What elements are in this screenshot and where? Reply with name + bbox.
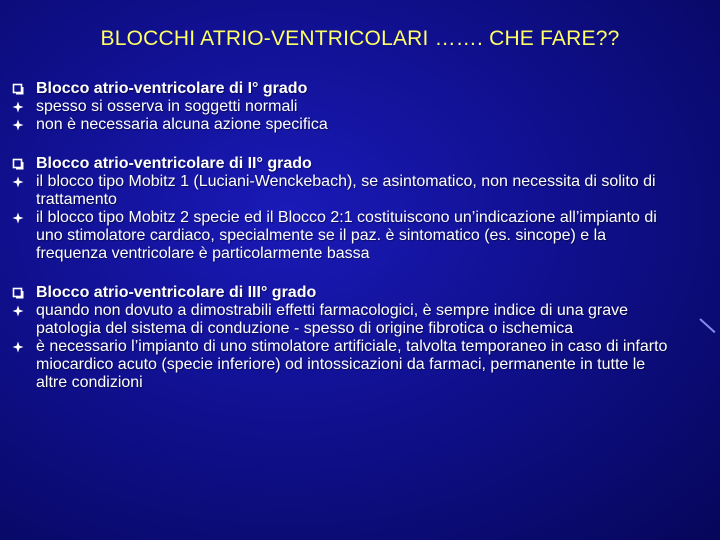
hollow-square-icon	[12, 155, 36, 170]
section-heading: Blocco atrio-ventricolare di III° grado	[36, 284, 317, 301]
list-item	[12, 209, 672, 263]
list-item	[12, 173, 672, 209]
list-item-text: non è necessaria alcuna azione specifica	[36, 116, 328, 133]
section-grade-3	[12, 284, 672, 392]
section-heading: Blocco atrio-ventricolare di II° grado	[36, 155, 312, 172]
section-heading-row	[12, 80, 672, 98]
list-item-text: quando non dovuto a dimostrabili effetti farmacologici, è sempre indice di una grave patologia del sistema di conduzione - spesso di origine fibrotica o ischemica	[36, 302, 629, 337]
diamond-star-icon	[12, 338, 36, 353]
list-item-text: è necessario l’impianto di uno stimolatore artificiale, talvolta temporaneo in caso di infarto miocardico acuto (specie inferiore) od intossicazioni da farmaci, permanente in tutte le altre condizioni	[36, 338, 668, 391]
hollow-square-icon	[12, 284, 36, 299]
list-item-text: il blocco tipo Mobitz 1 (Luciani-Wenckebach), se asintomatico, non necessita di solito di trattamento	[36, 173, 656, 208]
slide-content	[12, 80, 672, 413]
decorative-line	[699, 318, 715, 333]
list-item	[12, 338, 672, 392]
list-item-text: il blocco tipo Mobitz 2 specie ed il Blocco 2:1 costituiscono un’indicazione all’impianto di uno stimolatore cardiaco, specialmente se il paz. è sintomatico (es. sincope) e la frequenza ventricolare è particolarmente bassa	[36, 209, 657, 262]
section-heading: Blocco atrio-ventricolare di I° grado	[36, 80, 308, 97]
list-item	[12, 302, 672, 338]
section-heading-row	[12, 284, 672, 302]
diamond-star-icon	[12, 209, 36, 224]
diamond-star-icon	[12, 302, 36, 317]
list-item	[12, 98, 672, 116]
diamond-star-icon	[12, 173, 36, 188]
section-grade-1	[12, 80, 672, 134]
list-item-text: spesso si osserva in soggetti normali	[36, 98, 298, 115]
section-heading-row	[12, 155, 672, 173]
section-grade-2	[12, 155, 672, 263]
slide-title: BLOCCHI ATRIO-VENTRICOLARI ……. CHE FARE??	[100, 27, 620, 50]
diamond-star-icon	[12, 116, 36, 131]
hollow-square-icon	[12, 80, 36, 95]
diamond-star-icon	[12, 98, 36, 113]
list-item	[12, 116, 672, 134]
